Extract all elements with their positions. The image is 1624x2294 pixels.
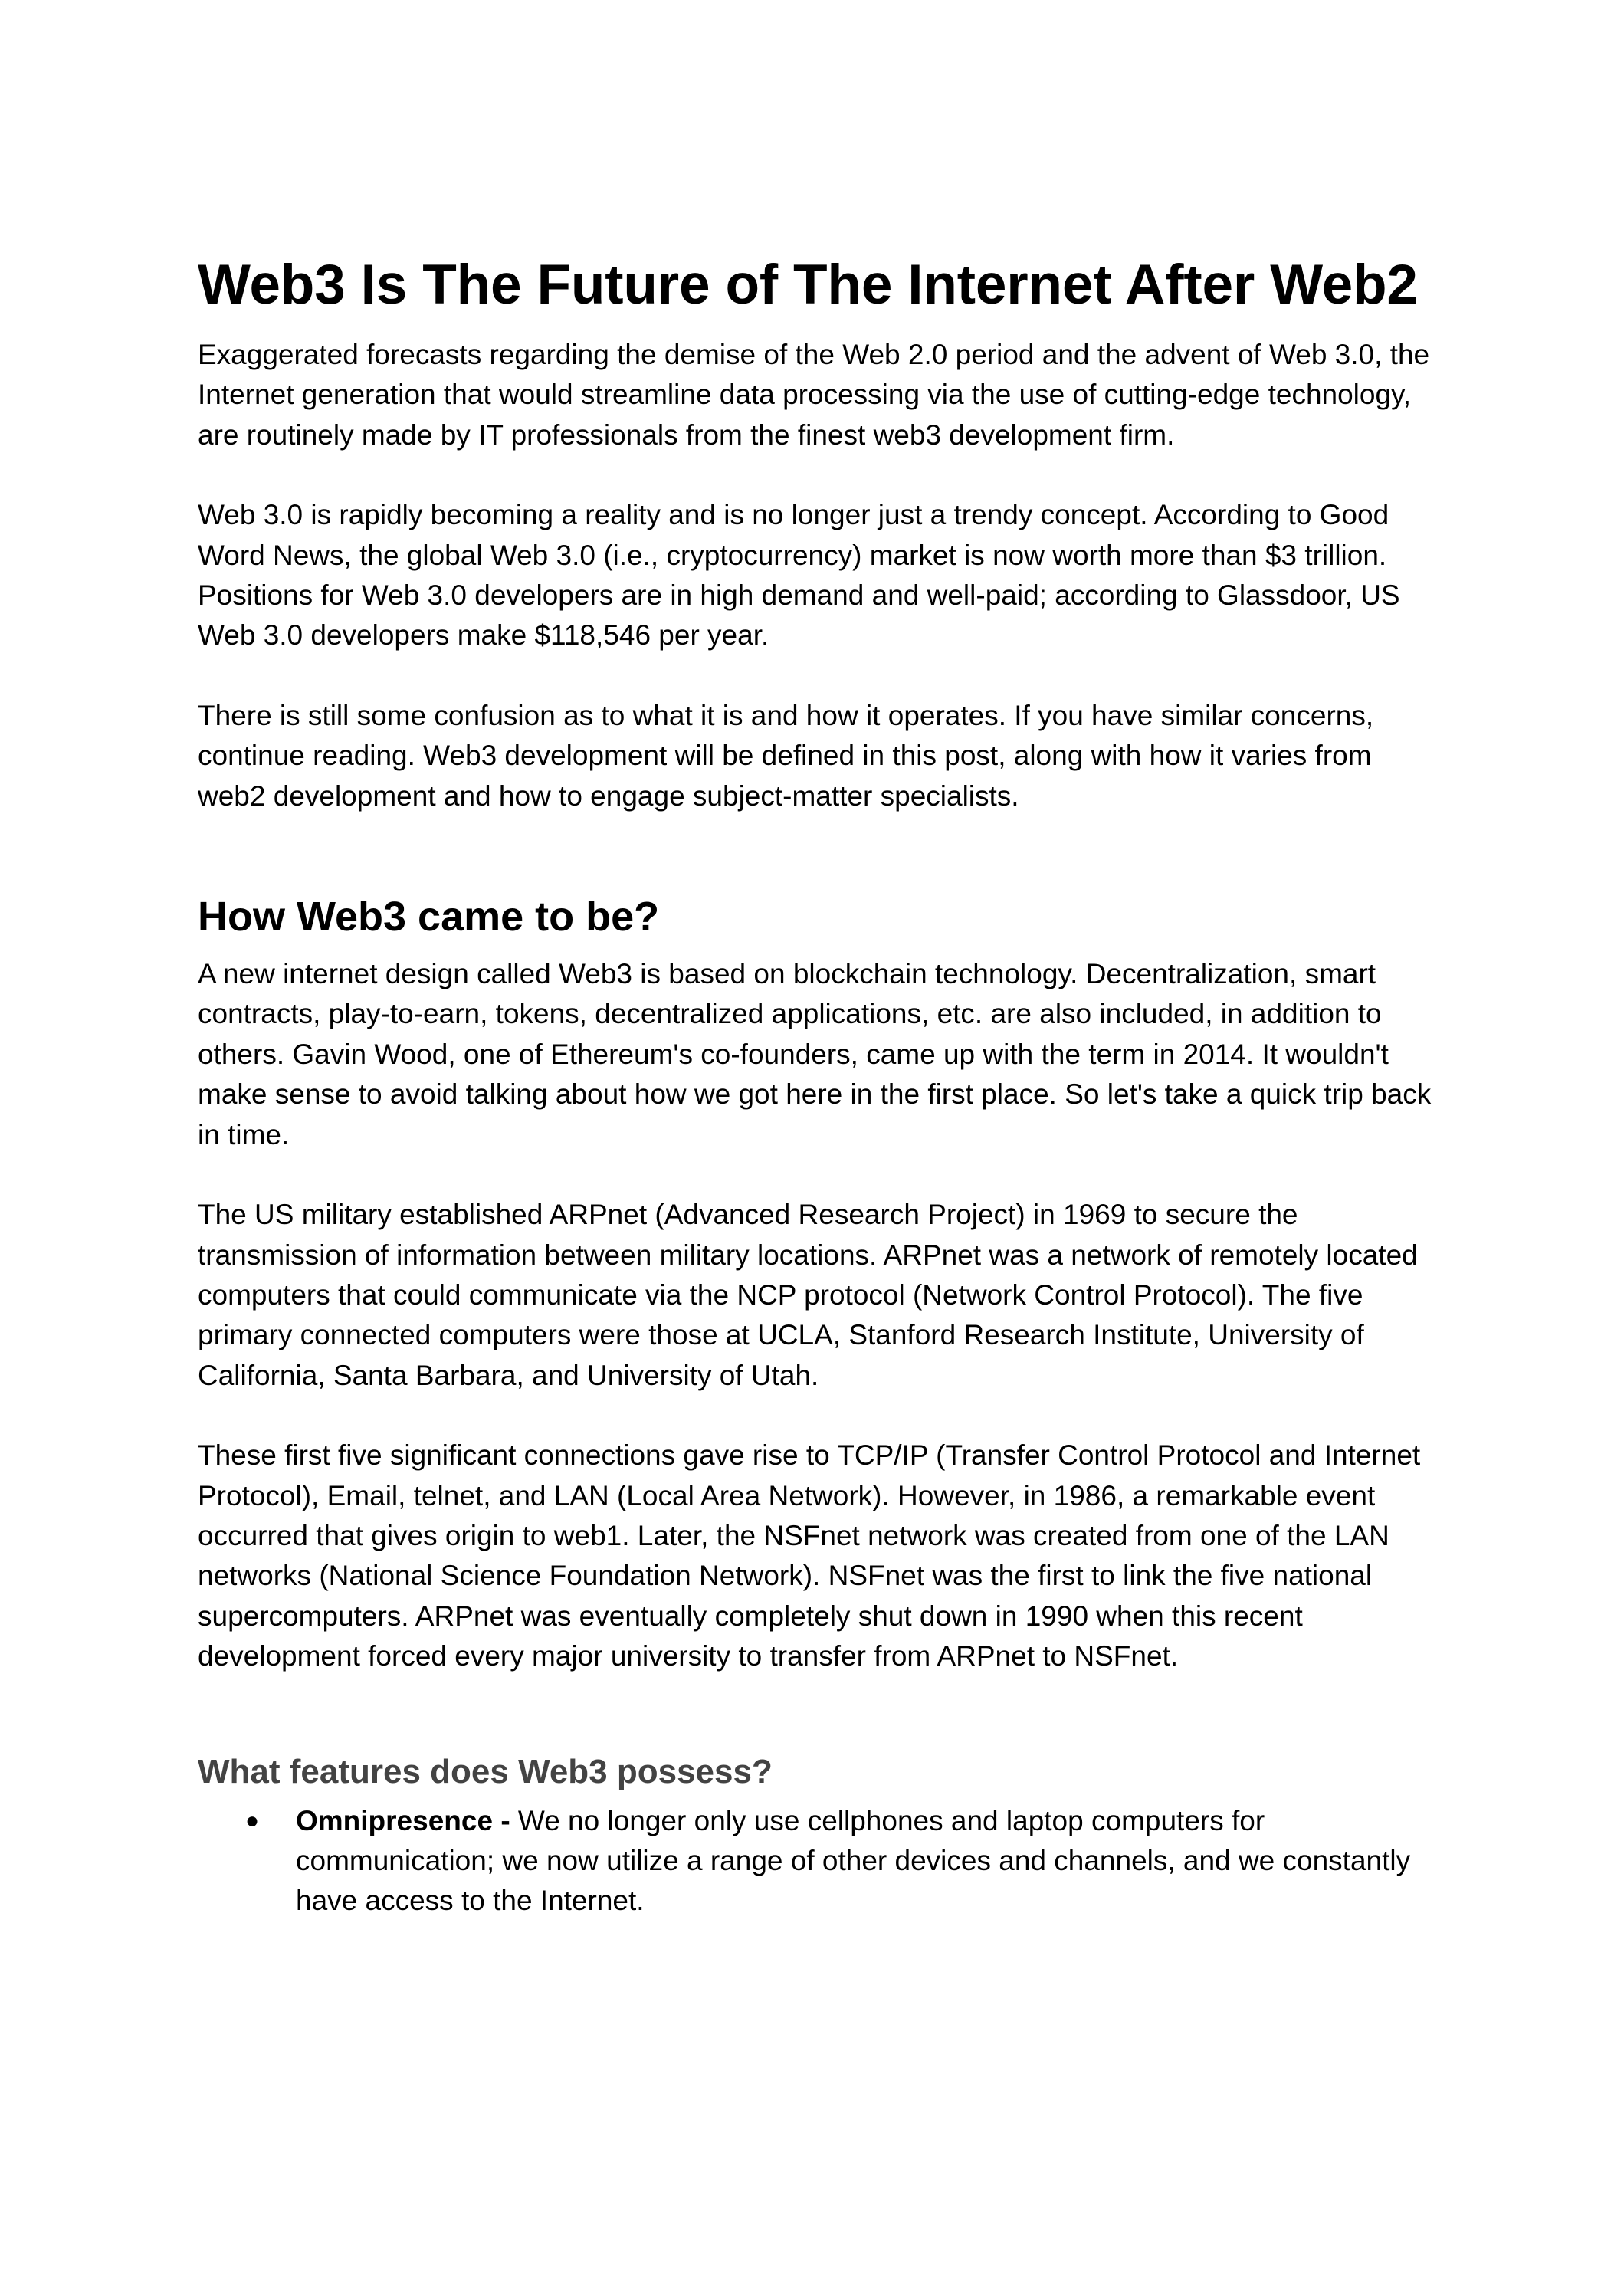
section1-paragraph-3: These first five significant connections gave rise to TCP/IP (Transfer Control Protocol and Internet Protocol), Email, telnet, and LAN (Local Area Network). However, in 1986, a remarkable event occurred that gives origin to web1. Later, the NSFnet network was created from one of the LAN networks (National Science Foundation Network). NSFnet was the first to link the five national supercomputers. ARPnet was eventually completely shut down in 1990 when this recent development forced every major university to transfer from ARPnet to NSFnet. — [198, 1439, 1421, 1672]
document-body — [198, 249, 1439, 1922]
feature-term: Omnipresence - — [296, 1804, 510, 1836]
intro-paragraph-1: Exaggerated forecasts regarding the demise of the Web 2.0 period and the advent of Web 3.0, the Internet generation that would streamline data processing via the use of cutting-edge technology, are routinely made by IT professionals from the finest web3 development firm. — [198, 339, 1430, 451]
spacer — [198, 1396, 1439, 1436]
feature-description: We no longer only use cellphones and laptop computers for communication; we now utilize a range of other devices and channels, and we constantly have access to the Internet. — [296, 1804, 1411, 1917]
spacer — [198, 656, 1439, 696]
spacer — [198, 455, 1439, 495]
spacer — [198, 1155, 1439, 1195]
spacer — [198, 944, 1439, 954]
intro-paragraph-2: Web 3.0 is rapidly becoming a reality and is no longer just a trendy concept. According to Good Word News, the global Web 3.0 (i.e., cryptocurrency) market is now worth more than $3 trillion. Positions for Web 3.0 developers are in high demand and well-paid; according to Glassdoor, US Web 3.0 developers make $118,546 per year. — [198, 499, 1400, 651]
bullet-icon: ● — [245, 1807, 260, 1833]
section-heading-web3-features: What features does Web3 possess? — [198, 1752, 773, 1790]
section-heading-how-web3-came-to-be: How Web3 came to be? — [198, 894, 660, 940]
spacer — [198, 816, 1439, 890]
intro-paragraph-3: There is still some confusion as to what it is and how it operates. If you have similar concerns, continue reading. Web3 development will be defined in this post, along with how it varies from web2 development and how to engage subject-matter specialists. — [198, 699, 1374, 812]
spacer — [198, 321, 1439, 335]
spacer — [198, 1677, 1439, 1751]
features-list — [198, 1801, 1439, 1922]
list-item — [198, 1801, 1439, 1922]
spacer — [198, 1794, 1439, 1801]
document-title: Web3 Is The Future of The Internet After Web2 — [198, 254, 1418, 316]
section1-paragraph-2: The US military established ARPnet (Advanced Research Project) in 1969 to secure the transmission of information between military locations. ARPnet was a network of remotely located computers that could communicate via the NCP protocol (Network Control Protocol). The five primary connected computers were those at UCLA, Stanford Research Institute, University of California, Santa Barbara, and University of Utah. — [198, 1199, 1418, 1391]
section1-paragraph-1: A new internet design called Web3 is based on blockchain technology. Decentralization, smart contracts, play-to-earn, tokens, decentralized applications, etc. are also included, in addition to others. Gavin Wood, one of Ethereum's co-founders, came up with the term in 2014. It wouldn't make sense to avoid talking about how we got here in the first place. So let's take a quick trip back in time. — [198, 958, 1432, 1150]
